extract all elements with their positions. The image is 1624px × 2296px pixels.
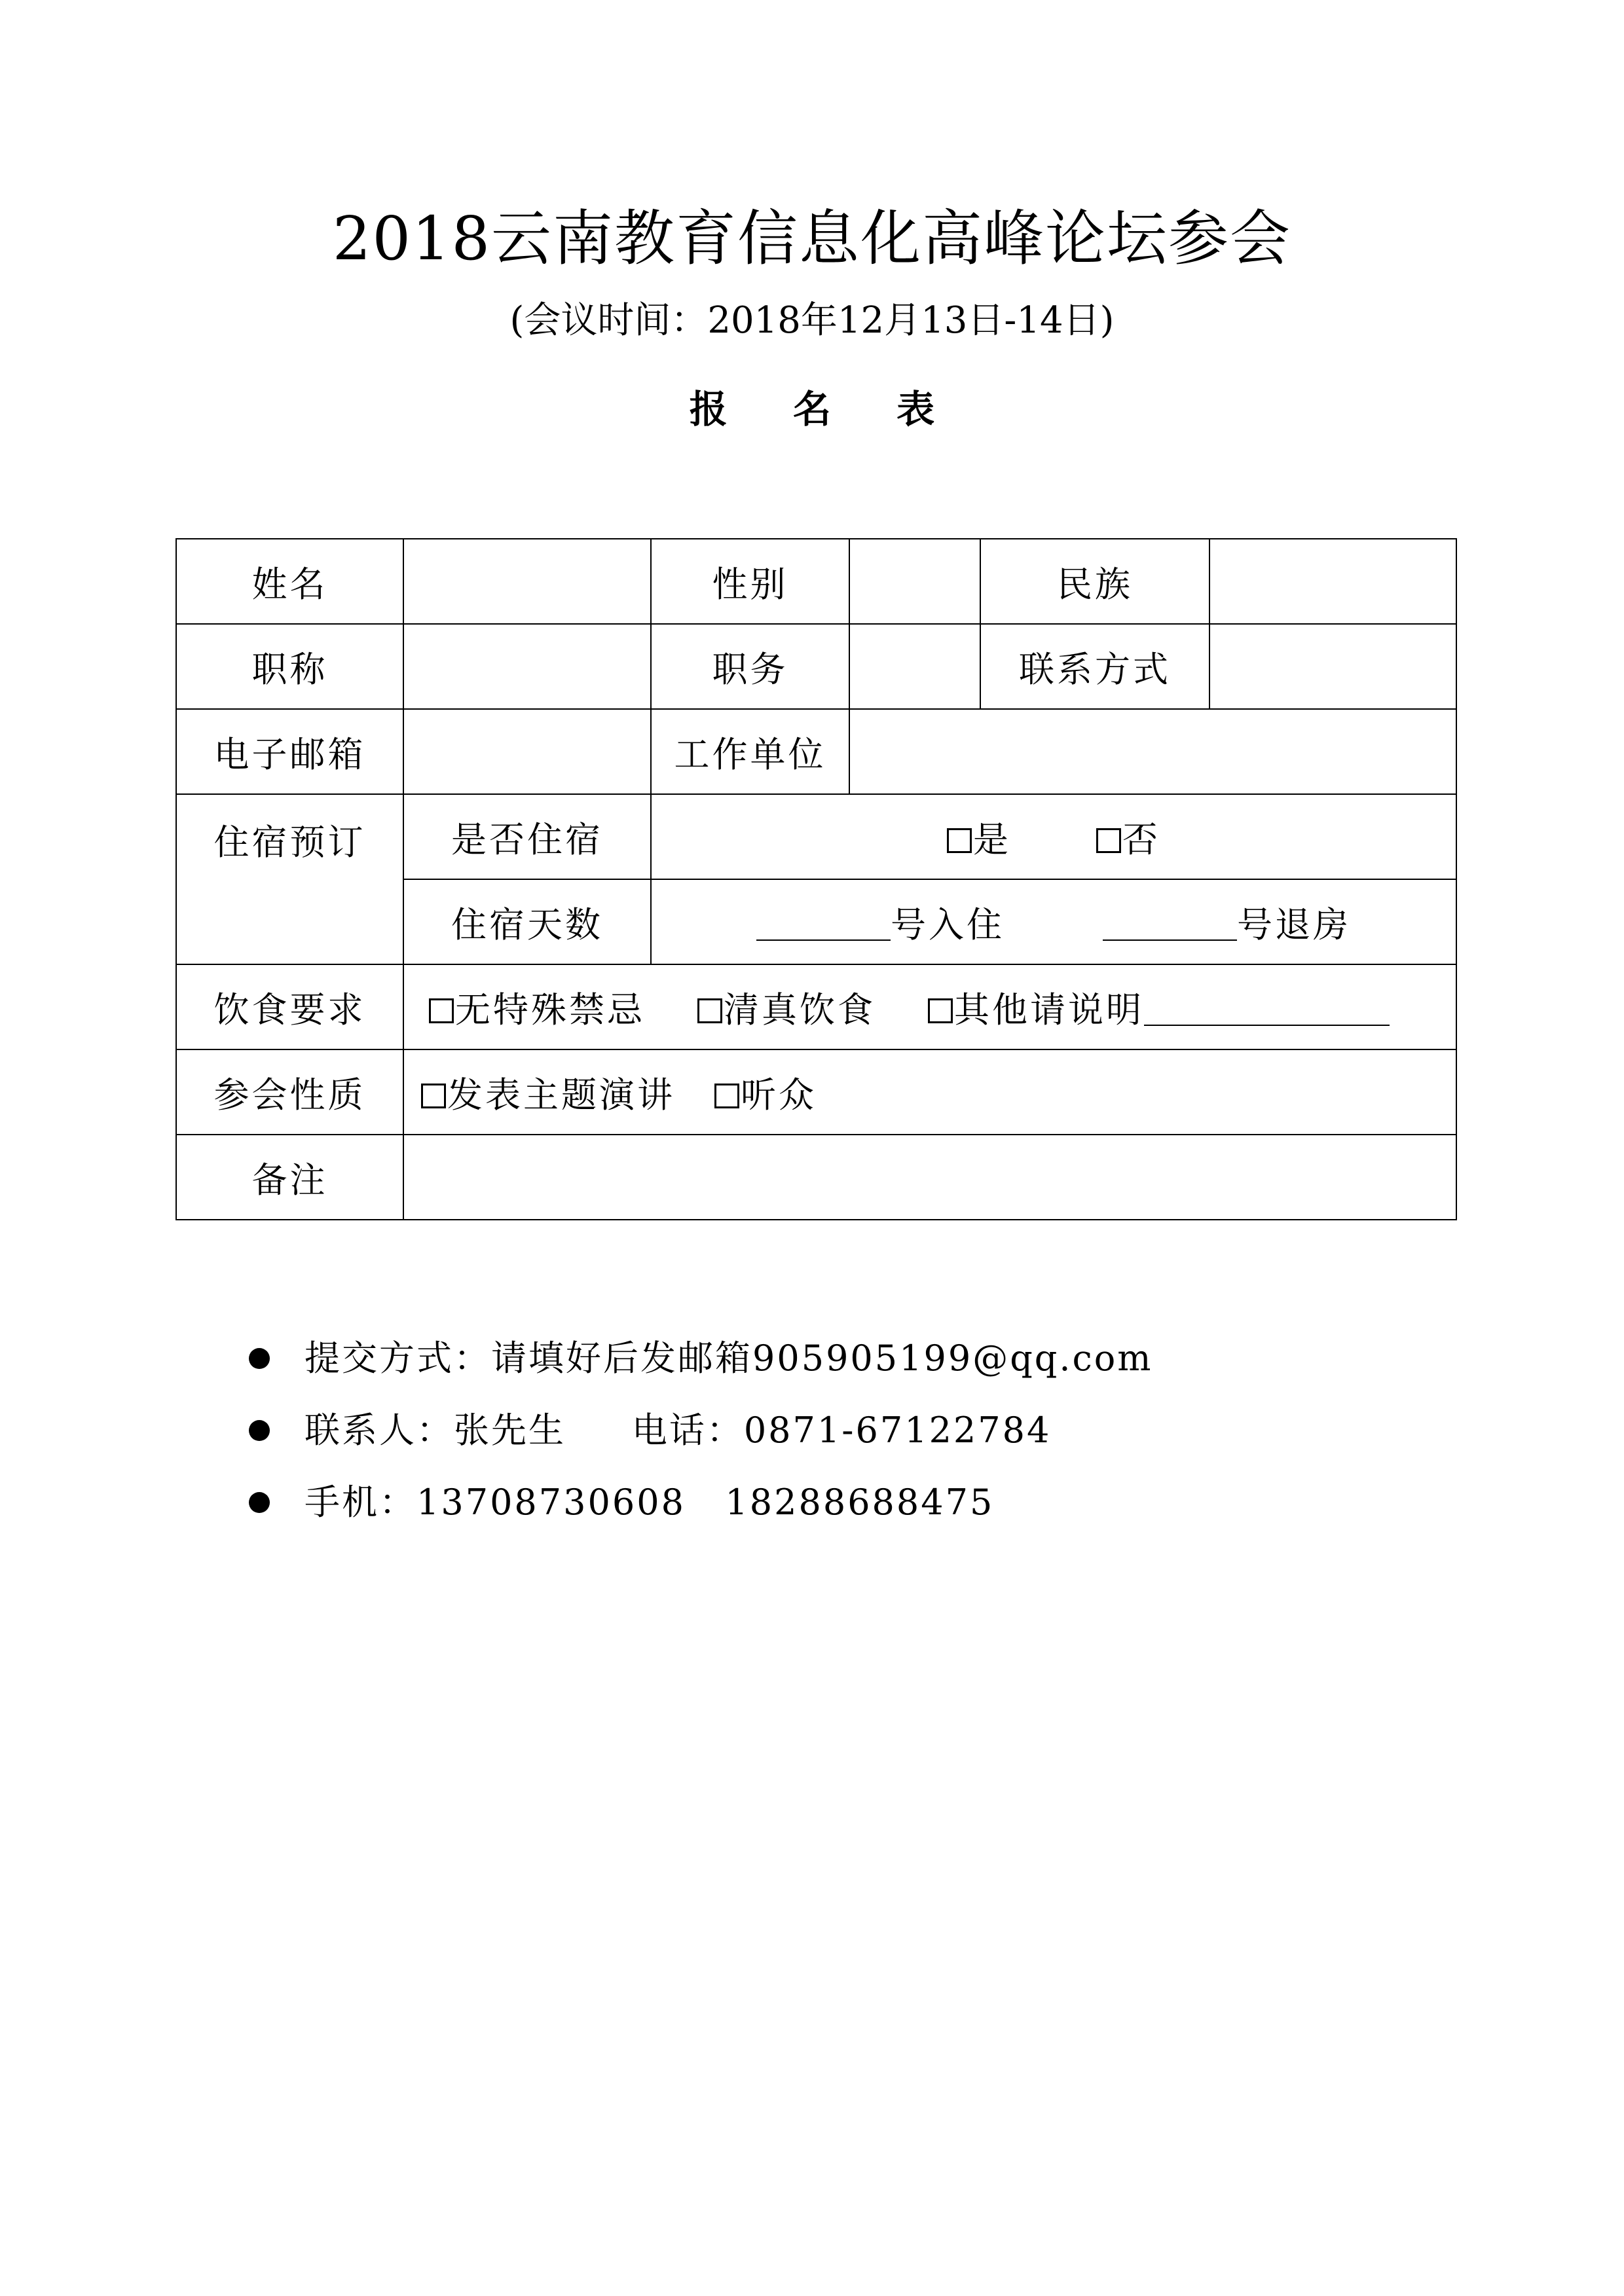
attendance-option-speaker-label: 发表主题演讲 xyxy=(447,1074,675,1116)
form-heading: 报 名 表 xyxy=(689,387,961,431)
checkbox-icon[interactable] xyxy=(947,828,972,853)
days-field xyxy=(651,879,1456,964)
checkout-suffix: 号退房 xyxy=(1237,903,1351,945)
stay-yes-option[interactable] xyxy=(947,812,1011,862)
stay-yes-label: 是 xyxy=(973,818,1011,860)
lodging-label: 住宿预订 xyxy=(176,794,403,964)
diet-option-halal[interactable] xyxy=(697,982,876,1032)
checkin-date-field[interactable] xyxy=(756,907,891,941)
contact-field[interactable] xyxy=(1209,624,1456,709)
workplace-label: 工作单位 xyxy=(651,709,849,794)
registration-table xyxy=(175,538,1457,1220)
workplace-field[interactable] xyxy=(849,709,1456,794)
table-row xyxy=(176,1135,1456,1220)
diet-options xyxy=(403,964,1456,1049)
remarks-field[interactable] xyxy=(403,1135,1456,1220)
stay-no-label: 否 xyxy=(1122,818,1160,860)
remarks-label: 备注 xyxy=(176,1135,403,1220)
checkbox-icon[interactable] xyxy=(697,998,722,1023)
name-label: 姓名 xyxy=(176,539,403,624)
checkbox-icon[interactable] xyxy=(928,998,953,1023)
name-field[interactable] xyxy=(403,539,651,624)
table-row xyxy=(176,624,1456,709)
email-label: 电子邮箱 xyxy=(176,709,403,794)
bullet-icon xyxy=(249,1420,270,1441)
gender-label: 性别 xyxy=(651,539,849,624)
contact-label: 联系方式 xyxy=(980,624,1209,709)
days-label: 住宿天数 xyxy=(403,879,651,964)
table-row xyxy=(176,709,1456,794)
table-row xyxy=(176,794,1456,879)
position-field[interactable] xyxy=(849,624,980,709)
ethnicity-field[interactable] xyxy=(1209,539,1456,624)
table-row xyxy=(176,539,1456,624)
ethnicity-label: 民族 xyxy=(980,539,1209,624)
submission-note: 提交方式：请填好后发邮箱905905199@qq.com xyxy=(304,1338,1153,1379)
diet-option-none[interactable] xyxy=(429,982,645,1032)
checkbox-icon[interactable] xyxy=(714,1084,739,1108)
checkout-date-field[interactable] xyxy=(1103,907,1237,941)
contact-note: 联系人：张先生 电话：0871-67122784 xyxy=(304,1410,1052,1451)
table-row xyxy=(176,964,1456,1049)
attendance-option-speaker[interactable] xyxy=(421,1067,675,1118)
diet-option-other[interactable] xyxy=(928,982,1144,1032)
diet-label: 饮食要求 xyxy=(176,964,403,1049)
attendance-option-audience-label: 听众 xyxy=(741,1074,817,1116)
diet-option-none-label: 无特殊禁忌 xyxy=(455,989,645,1030)
checkbox-icon[interactable] xyxy=(1096,828,1121,853)
stay-no-option[interactable] xyxy=(1096,812,1160,862)
checkbox-icon[interactable] xyxy=(421,1084,446,1108)
attendance-label: 参会性质 xyxy=(176,1049,403,1135)
diet-option-halal-label: 清真饮食 xyxy=(724,989,876,1030)
stay-options xyxy=(651,794,1456,879)
attendance-option-audience[interactable] xyxy=(714,1067,817,1118)
attendance-options xyxy=(403,1049,1456,1135)
stay-label: 是否住宿 xyxy=(403,794,651,879)
meeting-time: (会议时间：2018年12月13日-14日) xyxy=(509,299,1115,342)
mobile-note: 手机：13708730608 18288688475 xyxy=(304,1482,995,1523)
bullet-icon xyxy=(249,1492,270,1513)
job-title-label: 职称 xyxy=(176,624,403,709)
job-title-field[interactable] xyxy=(403,624,651,709)
checkin-suffix: 号入住 xyxy=(891,903,1005,945)
email-field[interactable] xyxy=(403,709,651,794)
checkbox-icon[interactable] xyxy=(429,998,454,1023)
bullet-icon xyxy=(249,1348,270,1369)
gender-field[interactable] xyxy=(849,539,980,624)
page-title: 2018云南教育信息化高峰论坛参会 xyxy=(332,204,1292,274)
table-row xyxy=(176,1049,1456,1135)
diet-option-other-label: 其他请说明 xyxy=(954,989,1144,1030)
position-label: 职务 xyxy=(651,624,849,709)
diet-other-field[interactable] xyxy=(1144,992,1390,1026)
